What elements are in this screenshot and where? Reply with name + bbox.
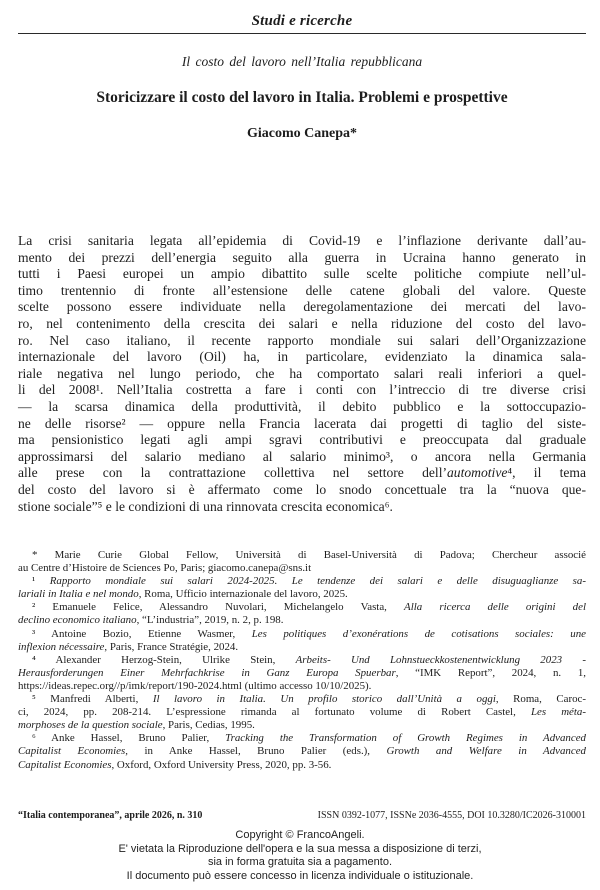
text-line: ³ Antoine Bozio, Etienne Wasmer, Les politiques d’exonérations de cotisations sociales: une	[32, 627, 586, 640]
text-line: del costo del lavoro si è affermato come lo snodo concettuale tra la “nuova que-	[18, 481, 586, 497]
text-line: stione sociale”⁵ e le condizioni di una rinnovata crescita economica⁶.	[18, 498, 393, 514]
text-line: approssimarsi del salario mediano al salario minimo³, o ancora nella Germania	[18, 448, 586, 464]
text-line: https://ideas.repec.org//p/imk/report/190-2024.html (ultimo accesso 10/10/2025).	[18, 679, 372, 692]
journal-info-line	[18, 810, 586, 821]
text-line: li del 2008¹. Nell’Italia costretta a fare i conti con l’intreccio di tre diverse crisi	[18, 382, 586, 398]
text-line: ro. Nel caso italiano, il recente rapporto mondiale sui salari dell’Organizzazione	[18, 332, 586, 348]
text-line: morphoses de la question sociale, Paris, Cedias, 1995.	[18, 719, 255, 732]
issn-doi-text: ISSN 0392-1077, ISSNe 2036-4555, DOI 10.3280/IC2026-310001	[317, 810, 586, 821]
text-line: inflexion nécessaire, Paris, France Stratégie, 2024.	[18, 640, 239, 653]
text-line: ma pensionistico legati agli ampi sgravi contributivi e preoccupata dal graduale	[18, 432, 586, 448]
article-title: Storicizzare il costo del lavoro in Italia. Problemi e prospettive	[96, 89, 508, 106]
header-rule	[18, 33, 586, 34]
text-line: Capitalist Economies, in Anke Hassel, Bruno Palier (eds.), Growth and Welfare in Advanced	[18, 745, 586, 758]
running-head: Studi e ricerche	[251, 13, 353, 29]
text-line: timo trentennio di fronte all’estensione delle catene globali del valore. Queste	[18, 282, 586, 298]
text-line: ⁶ Anke Hassel, Bruno Palier, Tracking the Transformation of Growth Regimes in Advanced	[32, 732, 586, 745]
copyright-line: Il documento può essere concesso in licenza individuale o istituzionale.	[126, 869, 474, 882]
text-line: mento dei prezzi dell’energia seguito alla guerra in Ucraina hanno generato in	[18, 249, 586, 265]
text-line: ² Emanuele Felice, Alessandro Nuvolari, Michelangelo Vasta, Alla ricerca delle origini del	[32, 601, 586, 614]
text-line: lariali in Italia e nel mondo, Roma, Ufficio internazionale del lavoro, 2025.	[18, 588, 348, 601]
text-line: ro, nel contenimento della crescita dei salari e nella riduzione del costo del lavo-	[18, 315, 586, 331]
text-line: scelte possono essere individuate nella deregolamentazione dei mercati del lavo-	[18, 299, 586, 315]
text-line: ⁴ Alexander Herzog-Stein, Ulrike Stein, Arbeits- Und Lohnstueckkostenentwicklung 2023 -	[32, 653, 586, 666]
text-line: ci, 2024, pp. 208-214. L’espressione rimanda al fortunato volume di Robert Castel, Les méta-	[18, 706, 586, 719]
text-line: ⁵ Manfredi Alberti, Il lavoro in Italia. Un profilo storico dall’Unità a oggi, Roma, Caroc-	[32, 693, 586, 706]
author-name: Giacomo Canepa*	[246, 126, 358, 141]
text-line: ¹ Rapporto mondiale sui salari 2024-2025. Le tendenze dei salari e delle disuguaglianze sa-	[32, 575, 586, 588]
text-line: La crisi sanitaria legata all’epidemia di Covid-19 e l’inflazione derivante dall’au-	[18, 233, 586, 248]
series-title: Il costo del lavoro nell’Italia repubblicana	[181, 54, 423, 69]
text-line: ne delle risorse² — oppure nella Francia lacerata dai progetti di taglio del siste-	[18, 415, 586, 431]
text-line: declino economico italiano, “L’industria”, 2019, n. 2, p. 198.	[18, 614, 284, 627]
text-line: au Centre d’Histoire de Sciences Po, Paris; giacomo.canepa@sns.it	[18, 562, 312, 575]
text-line: alle prese con la contrattazione collettiva nel settore dell’automotive⁴, il tema	[18, 465, 586, 481]
copyright-line: Copyright © FrancoAngeli.	[235, 829, 365, 841]
footnotes-block	[18, 549, 586, 772]
text-line: tutti i Paesi europei un ampio dibattito sulle scelte politiche compiute nell’ul-	[18, 266, 586, 282]
copyright-line: sia in forma gratuita sia a pagamento.	[207, 856, 393, 868]
body-paragraph	[18, 233, 586, 515]
text-line: * Marie Curie Global Fellow, Università di Basel-Università di Padova; Chercheur associé	[32, 549, 586, 561]
journal-citation: “Italia contemporanea”, aprile 2026, n. 310	[18, 810, 203, 821]
text-line: internazionale del lavoro (Oil) ha, in particolare, evidenziato la dinamica sala-	[18, 349, 586, 365]
text-line: riale negativa nel lungo periodo, che ha comportato salari reali inferiori a quel-	[18, 365, 586, 381]
text-line: Herausforderungen Einer Mehrfachkrise in Ganz Europa Spuerbar, “IMK Report”, 2024, n. 1,	[18, 666, 586, 679]
copyright-line: E' vietata la Riproduzione dell'opera e la sua messa a disposizione di terzi,	[118, 842, 482, 855]
text-line: — la scarsa dinamica della produttività, il debito pubblico e la sottoccupazio-	[18, 398, 586, 414]
copyright-block	[0, 829, 600, 883]
text-line: Capitalist Economies, Oxford, Oxford University Press, 2020, pp. 3-56.	[18, 758, 332, 771]
